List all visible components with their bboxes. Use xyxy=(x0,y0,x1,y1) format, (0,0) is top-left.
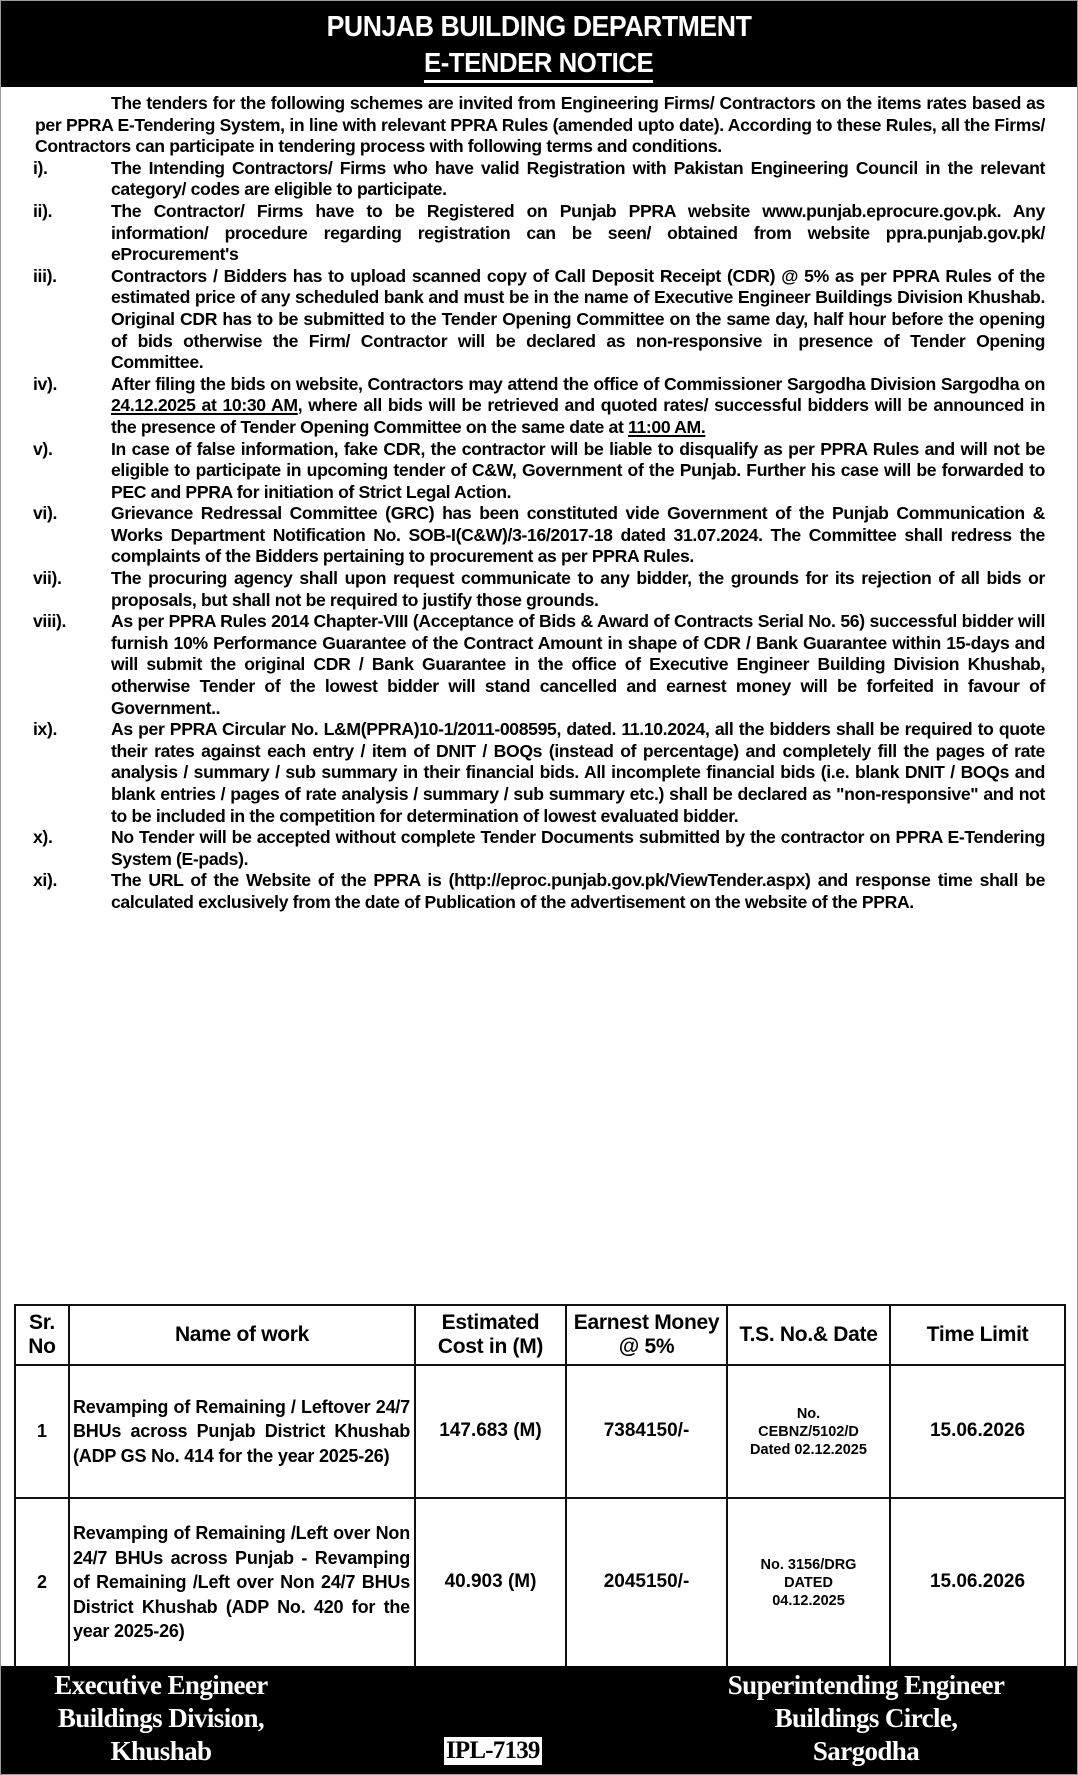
clause-number: ix). xyxy=(33,719,58,740)
cell-time-limit: 15.06.2026 xyxy=(890,1365,1065,1498)
clause-number: vi). xyxy=(33,503,58,524)
header-time-limit: Time Limit xyxy=(890,1305,1065,1365)
clause-text: As per PPRA Rules 2014 Chapter-VIII (Acceptance of Bids & Award of Contracts Serial No. 56) successful bidder will furnish 10% Performance Guarantee of the Contract Amount in shape of CDR / Bank Guarantee within 15-days and will submit the original CDR / Bank Guarantee in the office of Executive Engineer Building Division Khushab, otherwise Tender of the lowest bidder will stand cancelled and earnest money will be forfeited in favour of Government.. xyxy=(111,611,1045,718)
header-name-of-work: Name of work xyxy=(69,1305,415,1365)
clause-iv xyxy=(35,374,1045,439)
clause-viii xyxy=(35,611,1045,719)
notice-body xyxy=(35,93,1045,914)
cell-time-limit: 15.06.2026 xyxy=(890,1498,1065,1667)
department-title: PUNJAB BUILDING DEPARTMENT xyxy=(326,11,752,43)
clause-text: The Intending Contractors/ Firms who have valid Registration with Pakistan Engineering Council in the relevant category/ codes are eligible to participate. xyxy=(111,157,1045,200)
clause-text: In case of false information, fake CDR, the contractor will be liable to disqualify as per PPRA Rules and will not be eligible to participate in upcoming tender of C&W, Government of the Punjab. Further his case will be forwarded to PEC and PPRA for initiation of Strict Legal Action. xyxy=(111,438,1045,502)
header-earnest-money: Earnest Money @ 5% xyxy=(566,1305,727,1365)
clause-number: x). xyxy=(33,827,53,848)
cell-sr-no: 1 xyxy=(15,1365,69,1498)
signatory-location: Sargodha xyxy=(812,1736,920,1766)
clause-ii xyxy=(35,201,1045,266)
clause-text: Grievance Redressal Committee (GRC) has been constituted vide Government of the Punjab Communication & Works Department Notification No. SOB-I(C&W)/3-16/2017-18 dated 31.07.2024. The Committee shall redress the complaints of the Bidders pertaining to procurement as per PPRA Rules. xyxy=(111,503,1045,567)
signatory-location: Khushab xyxy=(110,1736,212,1766)
clause-number: iv). xyxy=(33,373,58,394)
signature-footer xyxy=(1,1666,1077,1774)
cell-ts-no-date xyxy=(727,1365,890,1498)
notice-title xyxy=(1,47,1077,83)
header-sr-no: Sr. No xyxy=(15,1305,69,1365)
ts-number: No. xyxy=(796,1405,821,1422)
clause-text-part: , where all bids will be retrieved and quoted rates/ successful bidders will be announced in the presence of Tender Opening Committee on the same date at xyxy=(111,395,1045,437)
signatory-superintending-engineer xyxy=(691,1669,1041,1768)
cell-sr-no: 2 xyxy=(15,1498,69,1667)
intro-paragraph: The tenders for the following schemes are invited from Engineering Firms/ Contractors on the items rates based as per PPRA E-Tendering System, in line with relevant PPRA Rules (amended upto date). According to these Rules, all the Firms/ Contractors can participate in tendering process with following terms and conditions. xyxy=(35,93,1045,157)
clause-xi xyxy=(35,870,1045,913)
signatory-executive-engineer xyxy=(21,1669,301,1768)
clause-text: Contractors / Bidders has to upload scanned copy of Call Deposit Receipt (CDR) @ 5% as per PPRA Rules of the estimated price of any scheduled bank and must be in the name of Executive Engineer Buildings Division Khushab. Original CDR has to be submitted to the Tender Opening Committee on the same day, half hour before the opening of bids otherwise the Firm/ Contractor will be declared as non-responsive in presence of Tender Opening Committee. xyxy=(111,265,1045,373)
ipl-code: IPL-7139 xyxy=(446,1737,540,1764)
works-table xyxy=(14,1304,1066,1668)
cell-ts-no-date xyxy=(727,1498,890,1667)
cell-name-of-work: Revamping of Remaining /Left over Non 24/7 BHUs across Punjab - Revamping of Remaining /Left over Non 24/7 BHUs District Khushab (ADP No. 420 for the year 2025-26) xyxy=(69,1498,415,1667)
cell-name-of-work: Revamping of Remaining / Leftover 24/7 BHUs across Punjab District Khushab (ADP GS No. 414 for the year 2025-26) xyxy=(69,1365,415,1498)
cell-estimated-cost: 40.903 (M) xyxy=(415,1498,566,1667)
clause-text: No Tender will be accepted without complete Tender Documents submitted by the contractor on PPRA E-Tendering System (E-pads). xyxy=(111,827,1045,869)
clause-text-part: After filing the bids on website, Contractors may attend the office of Commissioner Sargodha Division Sargodha on xyxy=(111,373,1045,394)
notice-header xyxy=(1,1,1077,87)
table-row xyxy=(15,1498,1065,1667)
header-ts-no-date: T.S. No.& Date xyxy=(727,1305,890,1365)
clause-number: i). xyxy=(33,157,48,178)
clause-ix xyxy=(35,719,1045,827)
clause-x xyxy=(35,827,1045,870)
clause-vii xyxy=(35,568,1045,611)
ts-date: 04.12.2025 xyxy=(772,1592,845,1609)
cell-estimated-cost: 147.683 (M) xyxy=(415,1365,566,1498)
ts-reference: CEBNZ/5102/D xyxy=(758,1423,859,1440)
announcement-time: 11:00 AM. xyxy=(628,416,706,437)
clause-vi xyxy=(35,503,1045,568)
notice-title-text: E-TENDER NOTICE xyxy=(424,47,653,83)
clause-text: The URL of the Website of the PPRA is (http://eproc.punjab.gov.pk/ViewTender.aspx) and response time shall be calculated exclusively from the date of Publication of the advertisement on the website of the PPRA. xyxy=(111,870,1045,912)
table-row xyxy=(15,1365,1065,1498)
clause-number: ii). xyxy=(33,200,53,221)
clause-text: The Contractor/ Firms have to be Registered on Punjab PPRA website www.punjab.eprocure.gov.pk. Any information/ procedure regarding registration can be seen/ obtained from website ppra.punjab.gov.pk/ eProcurement's xyxy=(111,200,1045,265)
signatory-office: Buildings Division, xyxy=(57,1703,265,1733)
signatory-title: Executive Engineer xyxy=(54,1670,268,1700)
header-estimated-cost: Estimated Cost in (M) xyxy=(415,1305,566,1365)
clause-v xyxy=(35,439,1045,504)
cell-earnest-money: 2045150/- xyxy=(566,1498,727,1667)
signatory-title: Superintending Engineer xyxy=(727,1670,1005,1700)
ts-number: No. 3156/DRG xyxy=(760,1556,857,1573)
clause-iii xyxy=(35,266,1045,374)
clause-number: xi). xyxy=(33,870,58,891)
cell-earnest-money: 7384150/- xyxy=(566,1365,727,1498)
ts-reference: DATED xyxy=(784,1574,833,1591)
clause-text: As per PPRA Circular No. L&M(PPRA)10-1/2011-008595, dated. 11.10.2024, all the bidders shall be required to quote their rates against each entry / item of DNIT / BOQs (instead of percentage) and completely fill the pages of rate analysis / summary / sub summary in their financial bids. All incomplete financial bids (i.e. blank DNIT / BOQs and blank entries / pages of rate analysis / summary / sub summary etc.) shall be declared as "non-responsive" and not to be included in the competition for determination of lowest evaluated bidder. xyxy=(111,719,1045,826)
clause-number: viii). xyxy=(33,611,67,632)
clause-i xyxy=(35,158,1045,201)
clause-number: vii). xyxy=(33,568,62,589)
clause-text xyxy=(111,374,1045,439)
opening-date-time: 24.12.2025 at 10:30 AM xyxy=(111,395,298,416)
clause-number: iii). xyxy=(33,265,57,286)
clause-number: v). xyxy=(33,438,53,459)
signatory-office: Buildings Circle, xyxy=(774,1703,958,1733)
ts-date: Dated 02.12.2025 xyxy=(750,1441,867,1458)
table-header-row xyxy=(15,1305,1065,1365)
clause-text: The procuring agency shall upon request communicate to any bidder, the grounds for its rejection of all bids or proposals, but shall not be required to justify those grounds. xyxy=(111,568,1045,610)
